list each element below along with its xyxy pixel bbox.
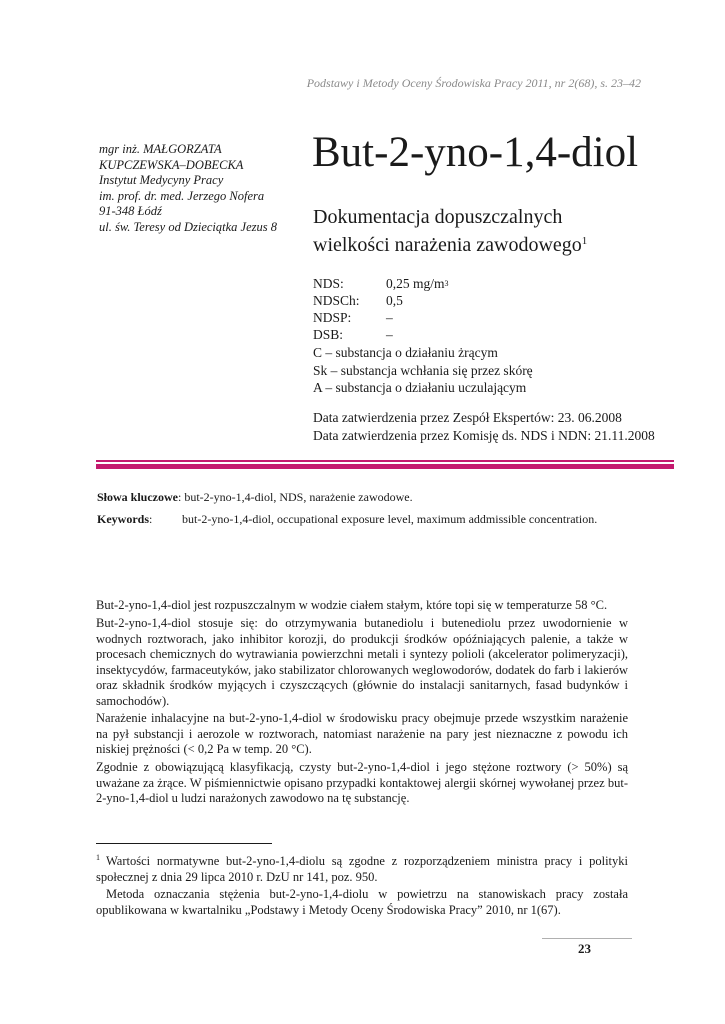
keywords-pl [97,490,413,505]
page-number: 23 [578,941,591,956]
approval-date-commission: Data zatwierdzenia przez Komisję ds. NDS i NDN: 21.11.2008 [313,427,655,443]
divider-thick [96,464,674,469]
body-paragraph-2: But-2-yno-1,4-diol stosuje się: do otrzymywania butanediolu i butenediolu przez uwodornienie w wodnych roztworach, jako inhibitor korozji, do produkcji środków opóźniających palenie, a także w procesach chemicznych do wytrawiania powierzchni metali i syntezy polioli (akcelerator polimeryzacji), insektycydów, farmaceutyków, jako stabilizator chlorowanych weglowodorów, dodatek do farb i lakierów oraz składnik środków myjących i czyszczących (głównie do instalacji sanitarnych, fasad budynków i samochodów). [96,616,628,708]
keywords-en: Keywords: but-2-yno-1,4-diol, occupational exposure level, maximum addmissible concentration. [97,512,598,526]
approval-date-experts: Data zatwierdzenia przez Zespół Ekspertów: 23. 06.2008 [313,410,622,425]
document-subtitle [313,205,693,257]
body-paragraph-3: Narażenie inhalacyjne na but-2-yno-1,4-diol w środowisku pracy obejmuje przede wszystkim narażenie na pył substancji i aerozole w roztworach, natomiast narażenie na pary jest nieznaczne z powodu ich niskiej prężności (< 0,2 Pa w temp. 20 °C). [96,711,628,756]
keywords-pl-value: : but-2-yno-1,4-diol, NDS, narażenie zawodowe. [178,490,413,504]
limit-row-ndsp: NDSP: – [313,310,393,325]
footnote-ref: 1 [581,235,588,247]
hazard-notes [313,344,533,397]
subtitle-line-1: Dokumentacja dopuszczalnych [313,206,563,228]
keywords-pl-label: Słowa kluczowe [97,490,178,504]
author-line: 91-348 Łódź [99,204,162,218]
approval-dates [313,409,655,444]
keywords-en-label: Keywords [97,512,149,526]
author-block [99,142,309,235]
page-number-rule [542,938,632,939]
footnote-mark: 1 [96,853,100,862]
author-line: ul. św. Teresy od Dzieciątka Jezus 8 [99,219,277,234]
author-line: Instytut Medycyny Pracy [99,173,224,187]
exposure-limits [313,275,449,343]
limit-row-nds: NDS: 0,25 mg/m 3 [313,276,449,291]
subtitle-line-2: wielkości narażenia zawodowego$^1$ [313,234,588,256]
hazard-note: C – substancja o działaniu żrącym [313,345,498,360]
footnote-divider [96,843,272,844]
author-line: im. prof. dr. med. Jerzego Nofera [99,188,265,203]
footnote-1: $^1$ Wartości normatywne but-2-yno-1,4-diolu są zgodne z rozporządzeniem ministra pracy i polityki społecznej z dnia 29 lipca 2010 r. DzU nr 141, poz. 950. [96,853,628,884]
journal-header: Podstawy i Metody Oceny Środowiska Pracy 2011, nr 2(68), s. 23–42 [306,76,641,90]
document-title: But-2-yno-1,4-diol [312,129,639,176]
keywords-en-value: but-2-yno-1,4-diol, occupational exposure level, maximum addmissible concentration. [182,512,598,526]
limit-row-dsb: DSB: – [313,327,393,342]
body-paragraph-1: But-2-yno-1,4-diol jest rozpuszczalnym w wodzie ciałem stałym, które topi się w temperaturze 58 °C. [96,598,608,612]
divider-thin [96,460,674,462]
author-line: KUPCZEWSKA–DOBECKA [99,157,244,172]
body-paragraph-4: Zgodnie z obowiązującą klasyfikacją, czysty but-2-yno-1,4-diol i jego stężone roztwory (> 50%) są uważane za żrące. W piśmiennictwie opisano przypadki kontaktowej alergii skórnej wywołanej przez but-2-yno-1,4-diol u ludzi narażonych zawodowo na tę substancję. [96,760,628,805]
author-line: mgr inż. MAŁGORZATA [99,142,222,156]
hazard-note: Sk – substancja wchłania się przez skórę [313,362,533,378]
footnote-2: Metoda oznaczania stężenia but-2-yno-1,4-diolu w powietrzu na stanowiskach pracy została opublikowana w kwartalniku „Podstawy i Metody Oceny Środowiska Pracy” 2010, nr 1(67). [96,887,628,917]
hazard-note: A – substancja o działaniu uczulającym [313,380,527,395]
limit-row-ndsch: NDSCh: 0,5 [313,293,403,308]
